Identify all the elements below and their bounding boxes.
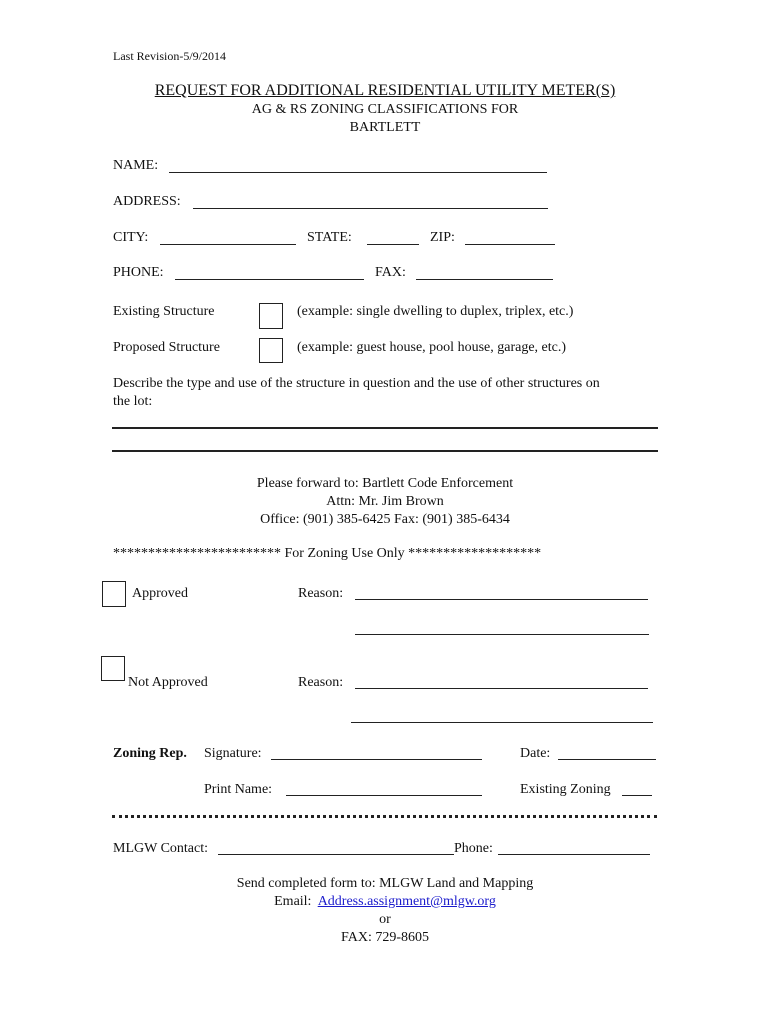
describe-line-1[interactable] (112, 427, 658, 429)
existing-structure-label: Existing Structure (113, 304, 215, 319)
not-approved-reason-label: Reason: (298, 675, 344, 690)
approved-reason-field[interactable] (355, 599, 648, 600)
print-name-field[interactable] (286, 795, 482, 796)
describe-prompt-line1: Describe the type and use of the structure in question and the use of other structures on (113, 376, 600, 391)
state-label: STATE: (307, 230, 352, 245)
not-approved-checkbox[interactable] (101, 656, 125, 681)
mlgw-phone-field[interactable] (498, 854, 650, 855)
form-subtitle-line1: AG & RS ZONING CLASSIFICATIONS FOR (251, 102, 519, 117)
existing-structure-example: (example: single dwelling to duplex, triplex, etc.) (297, 304, 574, 319)
describe-prompt-line2: the lot: (113, 394, 153, 409)
approved-label: Approved (132, 586, 188, 601)
forward-attn: Attn: Mr. Jim Brown (326, 494, 444, 509)
name-field[interactable] (169, 172, 547, 173)
address-label: ADDRESS: (113, 194, 181, 209)
city-label: CITY: (113, 230, 149, 245)
phone-label: PHONE: (113, 265, 164, 280)
city-field[interactable] (160, 244, 296, 245)
fax-label: FAX: (375, 265, 406, 280)
address-field[interactable] (193, 208, 548, 209)
approved-reason-label: Reason: (298, 586, 344, 601)
form-subtitle-line2: BARTLETT (349, 120, 421, 135)
print-name-label: Print Name: (204, 782, 273, 797)
mlgw-contact-label: MLGW Contact: (113, 841, 209, 856)
not-approved-reason-field-2[interactable] (351, 722, 653, 723)
not-approved-label: Not Approved (128, 675, 208, 690)
describe-line-2[interactable] (112, 450, 658, 452)
signature-field[interactable] (271, 759, 482, 760)
or-text: or (379, 912, 391, 927)
form-title: REQUEST FOR ADDITIONAL RESIDENTIAL UTILITY METER(S) (154, 82, 616, 99)
fax-field[interactable] (416, 279, 553, 280)
email-line (0, 894, 770, 910)
zip-label: ZIP: (430, 230, 455, 245)
date-label: Date: (520, 746, 551, 761)
revision-date: Last Revision-5/9/2014 (113, 49, 226, 63)
state-field[interactable] (367, 244, 419, 245)
name-label: NAME: (113, 158, 159, 173)
existing-zoning-label: Existing Zoning (520, 782, 611, 797)
zip-field[interactable] (465, 244, 555, 245)
existing-zoning-field[interactable] (622, 795, 652, 796)
dotted-divider (112, 815, 657, 818)
proposed-structure-checkbox[interactable] (259, 338, 283, 363)
signature-label: Signature: (204, 746, 262, 761)
date-field[interactable] (558, 759, 656, 760)
forward-contact: Office: (901) 385-6425 Fax: (901) 385-6434 (260, 512, 510, 527)
send-form-line: Send completed form to: MLGW Land and Mapping (236, 876, 534, 891)
phone-field[interactable] (175, 279, 364, 280)
email-label: Email: (274, 894, 312, 909)
mlgw-phone-label: Phone: (454, 841, 493, 856)
forward-line1: Please forward to: Bartlett Code Enforcement (256, 476, 514, 491)
fax-number: FAX: 729-8605 (340, 930, 430, 945)
zoning-rep-label: Zoning Rep. (113, 746, 187, 761)
approved-checkbox[interactable] (102, 581, 126, 607)
approved-reason-field-2[interactable] (355, 634, 649, 635)
existing-structure-checkbox[interactable] (259, 303, 283, 329)
email-link[interactable]: Address.assignment@mlgw.org (317, 894, 496, 909)
proposed-structure-example: (example: guest house, pool house, garage, etc.) (297, 340, 567, 355)
zoning-separator: ************************ For Zoning Use Only ******************* (113, 546, 542, 561)
proposed-structure-label: Proposed Structure (113, 340, 220, 355)
mlgw-contact-field[interactable] (218, 854, 454, 855)
not-approved-reason-field[interactable] (355, 688, 648, 689)
